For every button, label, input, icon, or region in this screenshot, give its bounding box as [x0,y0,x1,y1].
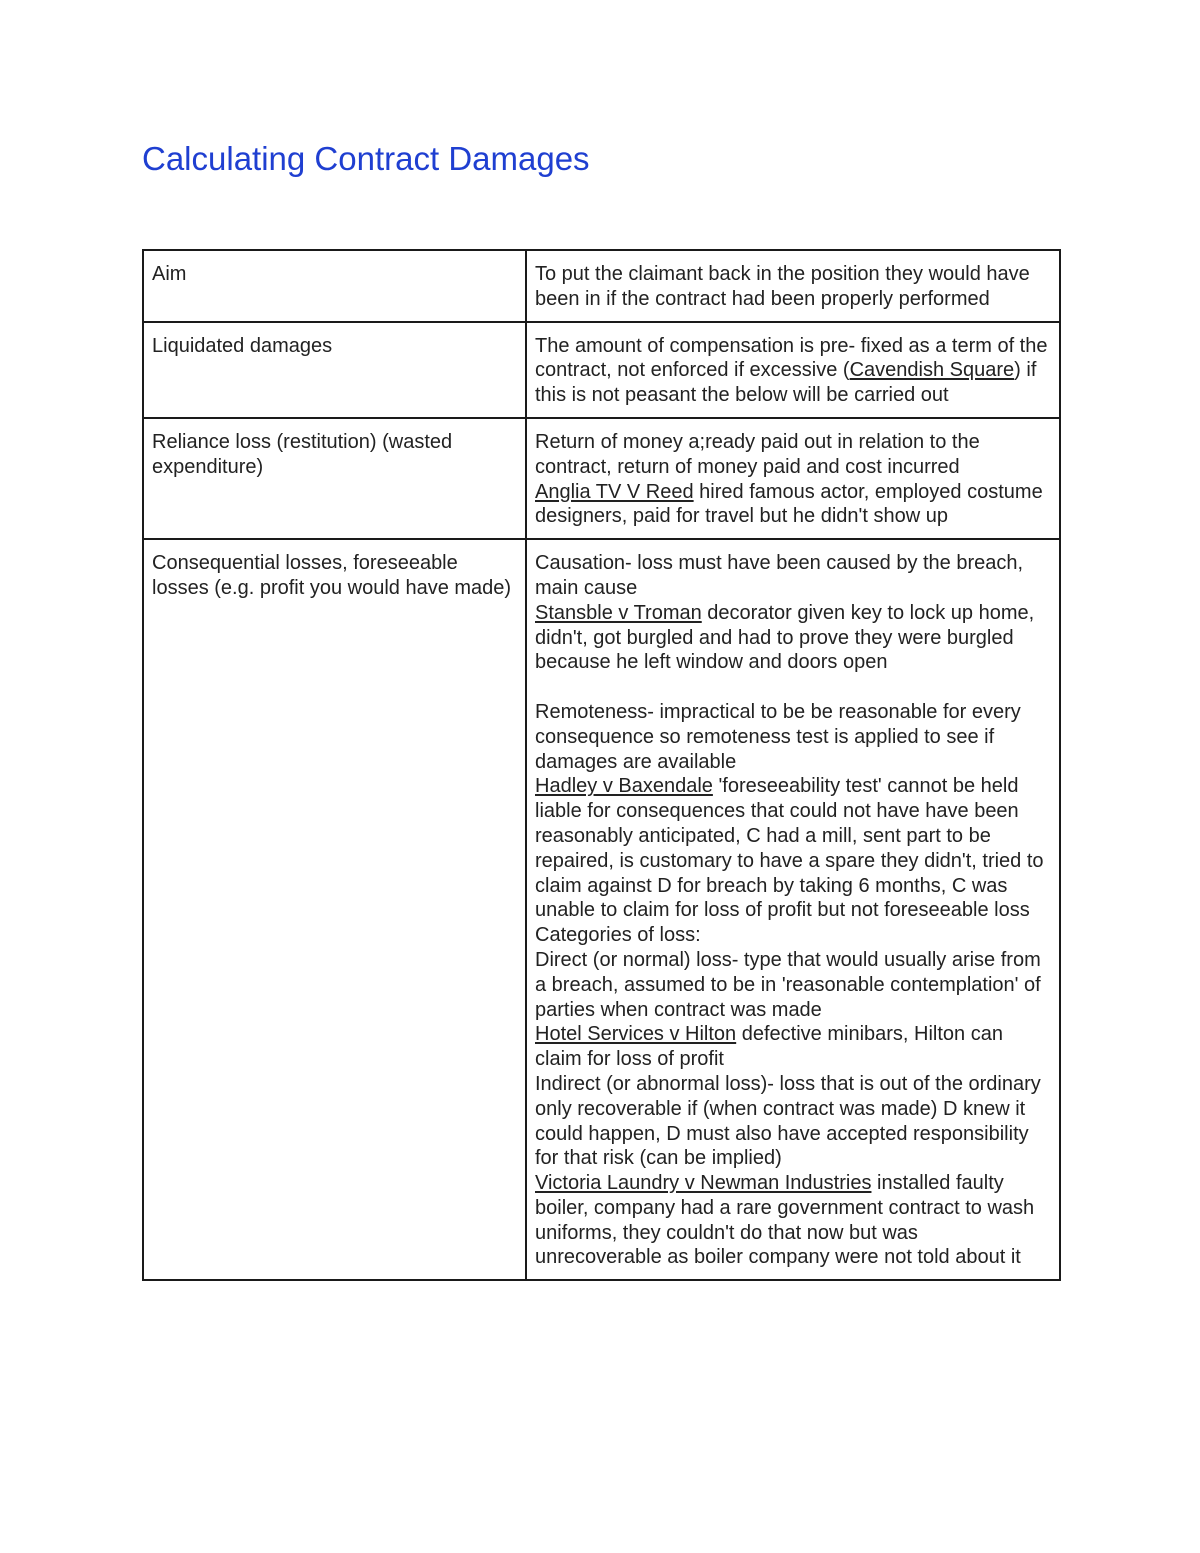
categories-heading: Categories of loss: [535,924,701,947]
damages-table [142,249,1061,1281]
case-name-anglia-tv: Anglia TV V Reed [535,480,694,503]
row-content-liquidated-damages [526,322,1060,418]
row-content-consequential-losses [526,539,1060,1280]
indirect-loss-text: Indirect (or abnormal loss)- loss that is out of the ordinary only recoverable if (when contract was made) D knew it could happen, D must also have accepted responsibility for that risk (can be implied) [535,1072,1041,1170]
hadley-case-text: 'foreseeability test' cannot be held liable for consequences that could not have have been reasonably anticipated, C had a mill, sent part to be repaired, is customary to have a spare they didn't, tried to claim against D for breach by taking 6 months, C was unable to claim for loss of profit but not foreseeable loss [535,775,1044,922]
table-row [143,250,1060,322]
remoteness-text: Remoteness- impractical to be be reasonable for every consequence so remoteness test is applied to see if damages are available [535,700,1021,773]
row-label-reliance-loss: Reliance loss (restitution) (wasted expenditure) [143,418,526,539]
victoria-laundry-case-text: installed faulty boiler, company had a rare government contract to wash uniforms, they couldn't do that now but was unrecoverable as boiler company were not told about it [535,1172,1035,1269]
row-label-consequential-losses: Consequential losses, foreseeable losses (e.g. profit you would have made) [143,539,526,1280]
row-label-aim: Aim [143,250,526,322]
row-content-reliance-loss [526,418,1060,539]
direct-loss-text: Direct (or normal) loss- type that would usually arise from a breach, assumed to be in 'reasonable contemplation' of parties when contract was made [535,948,1041,1021]
row-content-aim [526,250,1060,322]
hotel-services-case-text: defective minibars, Hilton can claim for loss of profit [535,1023,1003,1071]
stansble-case-text: decorator given key to lock up home, didn't, got burgled and had to prove they were burgled because he left window and doors open [535,601,1035,674]
liquidated-text-before: The amount of compensation is pre- fixed as a term of the contract, not enforced if excessive ( [535,334,1048,382]
case-name-hadley: Hadley v Baxendale [535,775,713,798]
case-name-cavendish-square: Cavendish Square [849,359,1015,382]
table-row [143,418,1060,539]
row-label-liquidated-damages: Liquidated damages [143,322,526,418]
case-name-hotel-services: Hotel Services v Hilton [535,1023,737,1046]
case-name-stansble: Stansble v Troman [535,601,702,624]
causation-text: Causation- loss must have been caused by the breach, main cause [535,552,1024,599]
liquidated-text-after: ) if this is not peasant the below will be carried out [535,359,1037,407]
case-name-victoria-laundry: Victoria Laundry v Newman Industries [535,1172,872,1195]
reliance-text: Return of money a;ready paid out in relation to the contract, return of money paid and cost incurred [535,430,980,478]
table-row [143,322,1060,418]
paragraph-gap [535,675,1050,700]
table-row [143,539,1060,1280]
reliance-case-text: hired famous actor, employed costume designers, paid for travel but he didn't show up [535,480,1043,528]
aim-text: To put the claimant back in the position they would have been in if the contract had been properly performed [535,263,1030,310]
page-title: Calculating Contract Damages [142,140,590,177]
